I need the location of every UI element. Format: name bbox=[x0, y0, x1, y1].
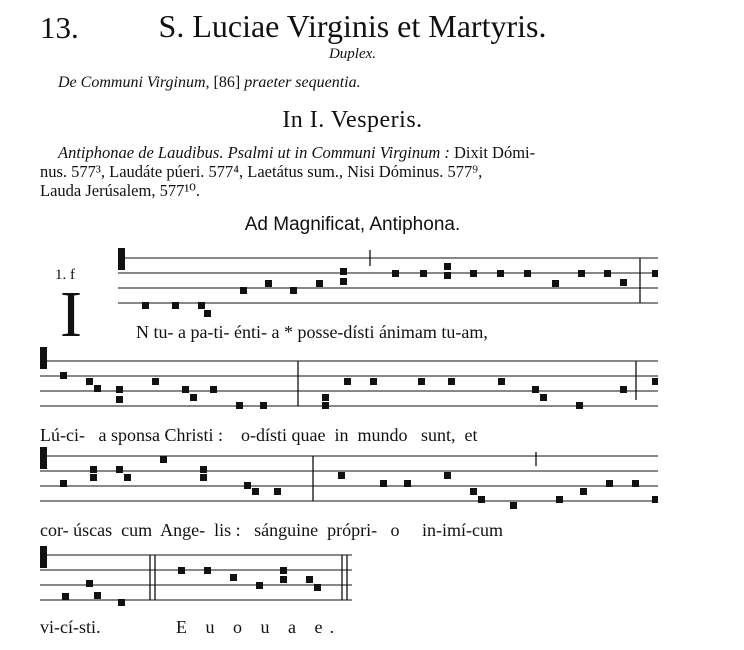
neume bbox=[290, 287, 297, 294]
neume bbox=[86, 580, 93, 587]
neume bbox=[244, 482, 251, 489]
lyric-line-3: cor- úscas cum Ange- lis : sánguine própri- o in-imí-cum bbox=[40, 520, 504, 540]
neume bbox=[152, 378, 159, 385]
neume bbox=[344, 378, 351, 385]
neume bbox=[380, 480, 387, 487]
neume bbox=[470, 270, 477, 277]
neume bbox=[200, 474, 207, 481]
neume bbox=[94, 592, 101, 599]
neume bbox=[200, 466, 207, 473]
neume bbox=[448, 378, 455, 385]
neume bbox=[497, 270, 504, 277]
neume bbox=[418, 378, 425, 385]
neume bbox=[306, 576, 313, 583]
neume bbox=[90, 466, 97, 473]
neume bbox=[338, 472, 345, 479]
neume bbox=[116, 386, 123, 393]
neume bbox=[578, 270, 585, 277]
neume bbox=[86, 378, 93, 385]
neume bbox=[620, 386, 627, 393]
chant-initial: I bbox=[60, 278, 82, 351]
antiphon-first-psalm: Dixit Dómi- bbox=[454, 143, 536, 162]
neume bbox=[60, 480, 67, 487]
euouae: E u o u a e. bbox=[176, 617, 341, 637]
neume bbox=[240, 287, 247, 294]
neume bbox=[524, 270, 531, 277]
neume bbox=[620, 279, 627, 286]
neume bbox=[178, 567, 185, 574]
neume bbox=[404, 480, 411, 487]
neume bbox=[280, 576, 287, 583]
do-clef bbox=[118, 248, 125, 270]
rubric-part2: praeter sequentia. bbox=[244, 74, 361, 91]
neume bbox=[230, 574, 237, 581]
neume bbox=[478, 496, 485, 503]
neume bbox=[392, 270, 399, 277]
neume bbox=[142, 302, 149, 309]
neume bbox=[444, 472, 451, 479]
custos bbox=[652, 378, 658, 385]
lyric-line-2: Lú-ci- a sponsa Christi : o-dísti quae in mundo sunt, et bbox=[40, 425, 478, 445]
feast-number: 13. bbox=[40, 10, 79, 45]
neume bbox=[314, 584, 321, 591]
neume bbox=[256, 582, 263, 589]
neume bbox=[532, 386, 539, 393]
rubric-part1: De Communi Virginum, bbox=[58, 74, 210, 91]
neume bbox=[498, 378, 505, 385]
neume bbox=[540, 394, 547, 401]
neume bbox=[420, 270, 427, 277]
neume bbox=[90, 474, 97, 481]
neume bbox=[190, 394, 197, 401]
neume bbox=[470, 488, 477, 495]
antiphon-line-2: nus. 577³, Laudáte púeri. 577⁴, Laetátus sum., Nisi Dóminus. 577⁹, bbox=[40, 162, 483, 181]
neume bbox=[236, 402, 243, 409]
antiphon-intro: Antiphonae de Laudibus. Psalmi ut in Communi Virginum : bbox=[58, 143, 450, 162]
neume bbox=[604, 270, 611, 277]
neume bbox=[260, 402, 267, 409]
neume bbox=[606, 480, 613, 487]
feast-title: S. Luciae Virginis et Martyris. bbox=[158, 8, 547, 44]
neume bbox=[576, 402, 583, 409]
neume bbox=[274, 488, 281, 495]
neume bbox=[340, 278, 347, 285]
neume bbox=[580, 488, 587, 495]
neume bbox=[160, 456, 167, 463]
neume bbox=[60, 372, 67, 379]
neume bbox=[510, 502, 517, 509]
magnificat-heading: Ad Magnificat, Antiphona. bbox=[244, 214, 461, 235]
neume bbox=[204, 567, 211, 574]
neume bbox=[204, 310, 211, 317]
neume bbox=[210, 386, 217, 393]
vespers-heading: In I. Vesperis. bbox=[282, 107, 423, 133]
neume bbox=[94, 385, 101, 392]
neume bbox=[322, 402, 329, 409]
neume bbox=[340, 268, 347, 275]
do-clef bbox=[40, 546, 47, 568]
neume bbox=[632, 480, 639, 487]
custos bbox=[652, 496, 658, 503]
neume bbox=[322, 394, 329, 401]
do-clef bbox=[40, 447, 47, 469]
chant-mode: 1. f bbox=[55, 267, 75, 283]
neume bbox=[316, 280, 323, 287]
do-clef bbox=[40, 347, 47, 369]
neume bbox=[370, 378, 377, 385]
neume bbox=[118, 599, 125, 606]
neume bbox=[444, 272, 451, 279]
lyric-line-4: vi-cí-sti. bbox=[40, 617, 101, 637]
neume bbox=[552, 280, 559, 287]
neume bbox=[444, 263, 451, 270]
neume bbox=[172, 302, 179, 309]
feast-rank: Duplex. bbox=[328, 46, 377, 62]
neume bbox=[280, 567, 287, 574]
neume bbox=[62, 593, 69, 600]
neume bbox=[252, 488, 259, 495]
neume bbox=[182, 386, 189, 393]
rubric-ref: [86] bbox=[213, 74, 241, 91]
custos bbox=[652, 270, 658, 277]
neume bbox=[116, 466, 123, 473]
lyric-line-1: N tu- a pa-ti- énti- a * posse-dísti ánimam tu-am, bbox=[136, 322, 488, 342]
neume bbox=[556, 496, 563, 503]
neume bbox=[198, 302, 205, 309]
neume bbox=[116, 396, 123, 403]
antiphon-line-3: Lauda Jerúsalem, 577¹⁰. bbox=[40, 181, 201, 200]
neume bbox=[124, 474, 131, 481]
neume bbox=[265, 280, 272, 287]
